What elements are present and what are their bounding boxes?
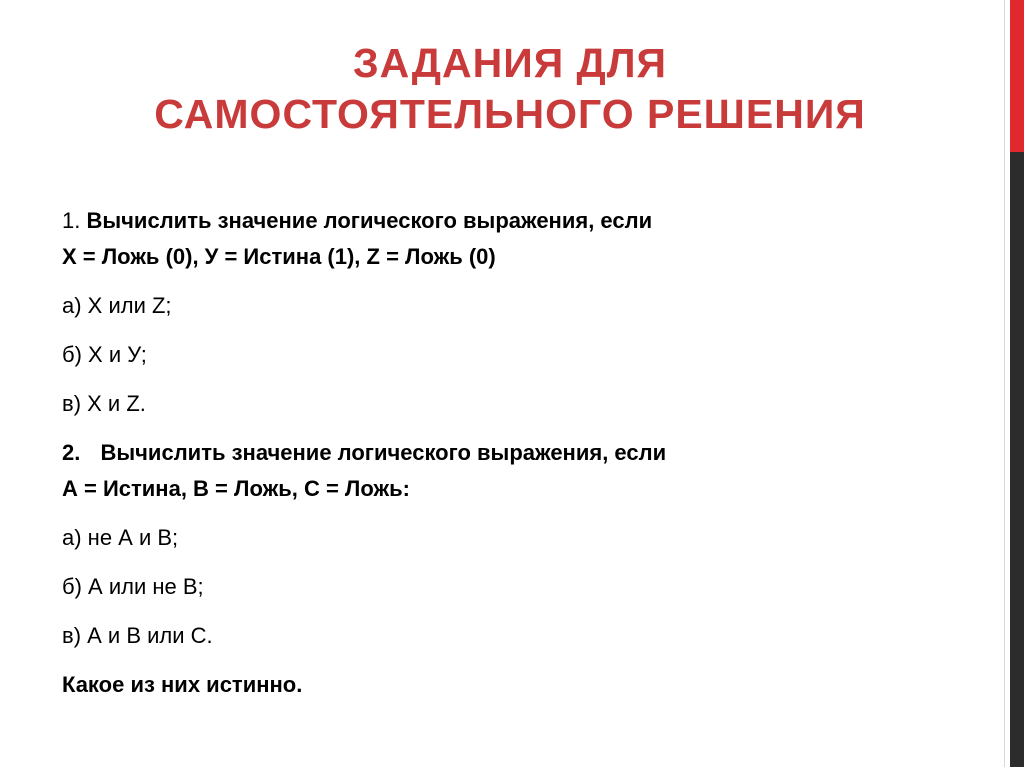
slide-title-line-2: САМОСТОЯТЕЛЬНОГО РЕШЕНИЯ: [154, 91, 866, 137]
task-2-condition: А = Истина, В = Ложь, С = Ложь:: [62, 476, 410, 501]
task-2-item-b: б) А или не В;: [62, 574, 204, 599]
task-2-number: 2.: [62, 440, 81, 465]
accent-bar-dark: [1010, 152, 1024, 767]
task-2-item-a: а) не А и В;: [62, 525, 179, 550]
task-2-heading: [62, 435, 938, 471]
task-1-item-a: а) Х или Z;: [62, 293, 172, 318]
task-1-number: 1.: [62, 208, 81, 233]
task-1-condition: Х = Ложь (0), У = Истина (1), Z = Ложь (0): [62, 244, 496, 269]
task-2-question: Вычислить значение логического выражения, если: [100, 440, 667, 465]
task-1-question: Вычислить значение логического выражения, если: [86, 208, 653, 233]
slide-border-line: [1004, 0, 1005, 767]
accent-bar-red: [1010, 0, 1024, 152]
task-1-item-c: в) Х и Z.: [62, 391, 146, 416]
task-1-item-b: б) Х и У;: [62, 342, 147, 367]
task-2-final-question: Какое из них истинно.: [62, 672, 303, 697]
slide-title-line-1: ЗАДАНИЯ ДЛЯ: [352, 40, 667, 86]
task-2-item-c: в) А и В или С.: [62, 623, 213, 648]
slide-content: [62, 203, 938, 703]
task-1-heading: [62, 203, 938, 239]
slide-title: [60, 38, 960, 140]
